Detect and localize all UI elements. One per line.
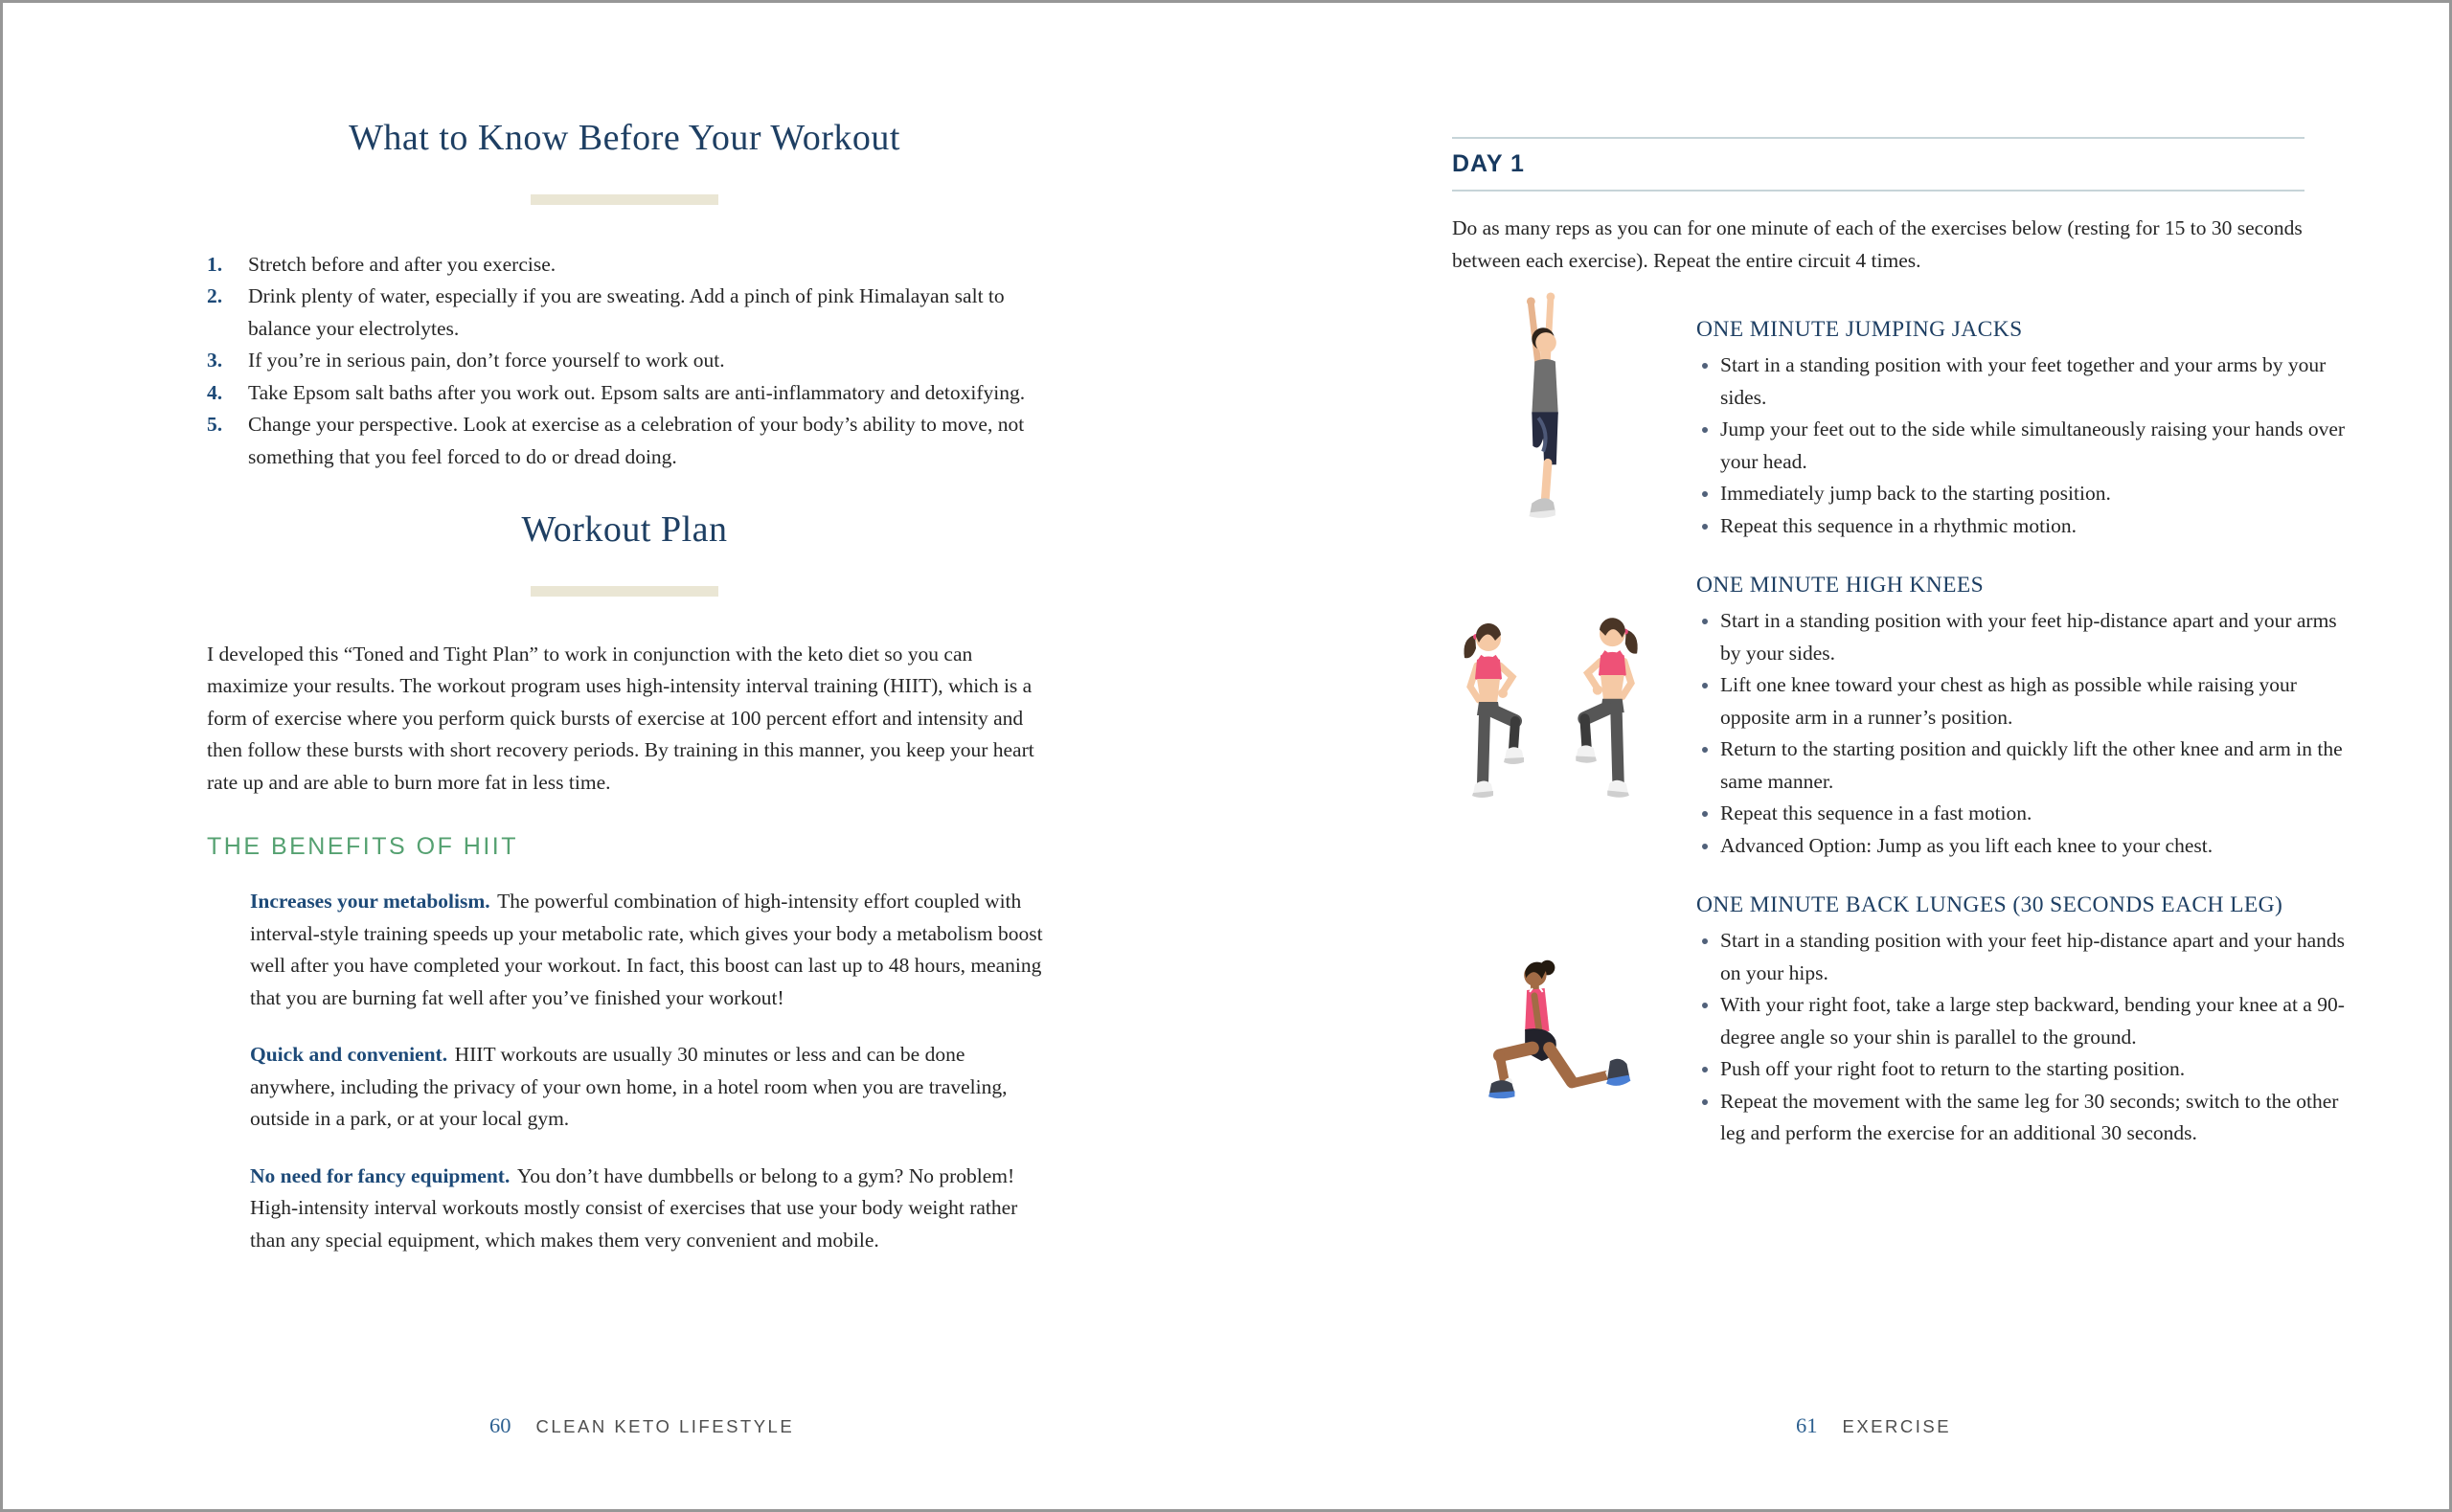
benefit-paragraph [250, 1039, 1043, 1136]
exercise-step: Repeat this sequence in a rhythmic motion. [1696, 510, 2348, 543]
bullet-icon [1702, 619, 1708, 624]
section-title-what-to-know: What to Know Before Your Workout [349, 118, 900, 158]
tip-number: 5. [207, 413, 223, 436]
jumping-jacks-illustration [1495, 290, 1601, 525]
benefit-paragraph [250, 886, 1043, 1014]
exercise-heading: ONE MINUTE JUMPING JACKS [1696, 317, 2023, 342]
benefit-text: The powerful combination of high-intensity effort coupled with interval-style training speeds up your metabolic rate, which gives your body a metabolism boost well after you have completed your workout. In fact, this boost can last up to 48 hours, meaning that you are burning fat well after you’ve finished your workout! [250, 890, 1043, 1009]
tip-text: If you’re in serious pain, don’t force yourself to work out. [248, 349, 725, 372]
tip-number: 4. [207, 380, 223, 404]
bullet-icon [1702, 427, 1708, 433]
tip-number: 2. [207, 284, 223, 307]
exercise-step: Jump your feet out to the side while simultaneously raising your hands over your head. [1696, 414, 2348, 478]
bullet-icon [1702, 844, 1708, 849]
benefit-lead: Quick and convenient. [250, 1043, 448, 1066]
exercise-step: With your right foot, take a large step backward, bending your knee at a 90-degree angle so your shin is parallel to the ground. [1696, 989, 2348, 1053]
exercise-step: Return to the starting position and quickly lift the other knee and arm in the same manner. [1696, 733, 2348, 798]
bullet-icon [1702, 363, 1708, 369]
exercise-step: Start in a standing position with your feet hip-distance apart and your hands on your hips. [1696, 925, 2348, 989]
footer-left [489, 1413, 794, 1438]
bullet-icon [1702, 524, 1708, 530]
page-right [1452, 137, 2346, 1150]
day-intro: Do as many reps as you can for one minute of each of the exercises below (resting for 15 to 30 seconds between each exercise). Repeat the entire circuit 4 times. [1452, 216, 2303, 272]
high-knees-illustration [1437, 614, 1667, 805]
benefit-lead: Increases your metabolism. [250, 890, 490, 913]
tip-item [207, 281, 1042, 345]
exercise-step: Immediately jump back to the starting position. [1696, 478, 2348, 510]
exercise-section-back-lunges [1696, 891, 2348, 1150]
exercise-step: Start in a standing position with your feet together and your arms by your sides. [1696, 350, 2348, 414]
footer-right [1796, 1413, 1951, 1438]
benefit-lead: No need for fancy equipment. [250, 1163, 511, 1187]
bullet-icon [1702, 1067, 1708, 1072]
bullet-icon [1702, 683, 1708, 688]
benefits-heading: THE BENEFITS OF HIIT [207, 833, 519, 860]
exercise-heading: ONE MINUTE HIGH KNEES [1696, 573, 1985, 598]
tip-item [207, 249, 1042, 282]
day-label: DAY 1 [1452, 150, 1525, 177]
exercise-step: Lift one knee toward your chest as high as possible while raising your opposite arm in a runner’s position. [1696, 669, 2348, 733]
tip-text: Stretch before and after you exercise. [248, 252, 556, 276]
benefit-paragraph [250, 1161, 1043, 1257]
tip-number: 3. [207, 349, 223, 372]
benefit-text: HIIT workouts are usually 30 minutes or less and can be done anywhere, including the privacy of your own home, in a hotel room when you are traveling, outside in a park, or at your local gym. [250, 1043, 1008, 1130]
exercise-heading: ONE MINUTE BACK LUNGES (30 SECONDS EACH LEG) [1696, 892, 2283, 917]
page-number: 60 [489, 1413, 511, 1437]
tip-number: 1. [207, 252, 223, 276]
decorative-rule [531, 586, 718, 597]
benefit-text: You don’t have dumbbells or belong to a gym? No problem! High-intensity interval workouts mostly consist of exercises that use your body weight rather than any special equipment, which makes them very convenient and mobile. [250, 1163, 1018, 1252]
exercise-step: Repeat the movement with the same leg for 30 seconds; switch to the other leg and perform the exercise for an additional 30 seconds. [1696, 1086, 2348, 1150]
back-lunge-illustration [1486, 951, 1691, 1104]
workout-plan-intro: I developed this “Toned and Tight Plan” to work in conjunction with the keto diet so you can maximize your results. The workout program uses high-intensity interval training (HIIT), which is a form of exercise where you perform quick bursts of exercise at 100 percent effort and intensity and then follow these bursts with short recovery periods. By training in this manner, you keep your heart rate up and are able to burn more fat in less time. [207, 642, 1034, 794]
bullet-icon [1702, 747, 1708, 753]
page-left [207, 116, 1042, 1256]
bullet-icon [1702, 1099, 1708, 1105]
page-number: 61 [1796, 1413, 1818, 1437]
tip-item [207, 345, 1042, 377]
exercise-step: Advanced Option: Jump as you lift each knee to your chest. [1696, 830, 2348, 863]
exercise-section-jumping-jacks [1696, 315, 2348, 542]
exercise-section-high-knees [1696, 571, 2348, 862]
exercise-step: Push off your right foot to return to the starting position. [1696, 1053, 2348, 1086]
tip-text: Change your perspective. Look at exercise as a celebration of your body’s ability to move, not something that you feel forced to do or dread doing. [248, 413, 1025, 468]
tip-item [207, 409, 1042, 473]
bullet-icon [1702, 938, 1708, 944]
exercise-step: Start in a standing position with your feet hip-distance apart and your arms by your sides. [1696, 605, 2348, 669]
book-title-footer: CLEAN KETO LIFESTYLE [535, 1416, 795, 1436]
bullet-icon [1702, 491, 1708, 497]
decorative-rule [531, 194, 718, 205]
day-rule-bottom [1452, 190, 2304, 192]
bullet-icon [1702, 811, 1708, 817]
tip-text: Drink plenty of water, especially if you are sweating. Add a pinch of pink Himalayan salt to balance your electrolytes. [248, 284, 1005, 340]
tip-text: Take Epsom salt baths after you work out. Epsom salts are anti-inflammatory and detoxifying. [248, 380, 1026, 404]
bullet-icon [1702, 1003, 1708, 1008]
tip-list [207, 249, 1042, 474]
exercise-step: Repeat this sequence in a fast motion. [1696, 798, 2348, 830]
chapter-title-footer: EXERCISE [1842, 1416, 1952, 1436]
section-title-workout-plan: Workout Plan [521, 509, 728, 550]
tip-item [207, 377, 1042, 410]
